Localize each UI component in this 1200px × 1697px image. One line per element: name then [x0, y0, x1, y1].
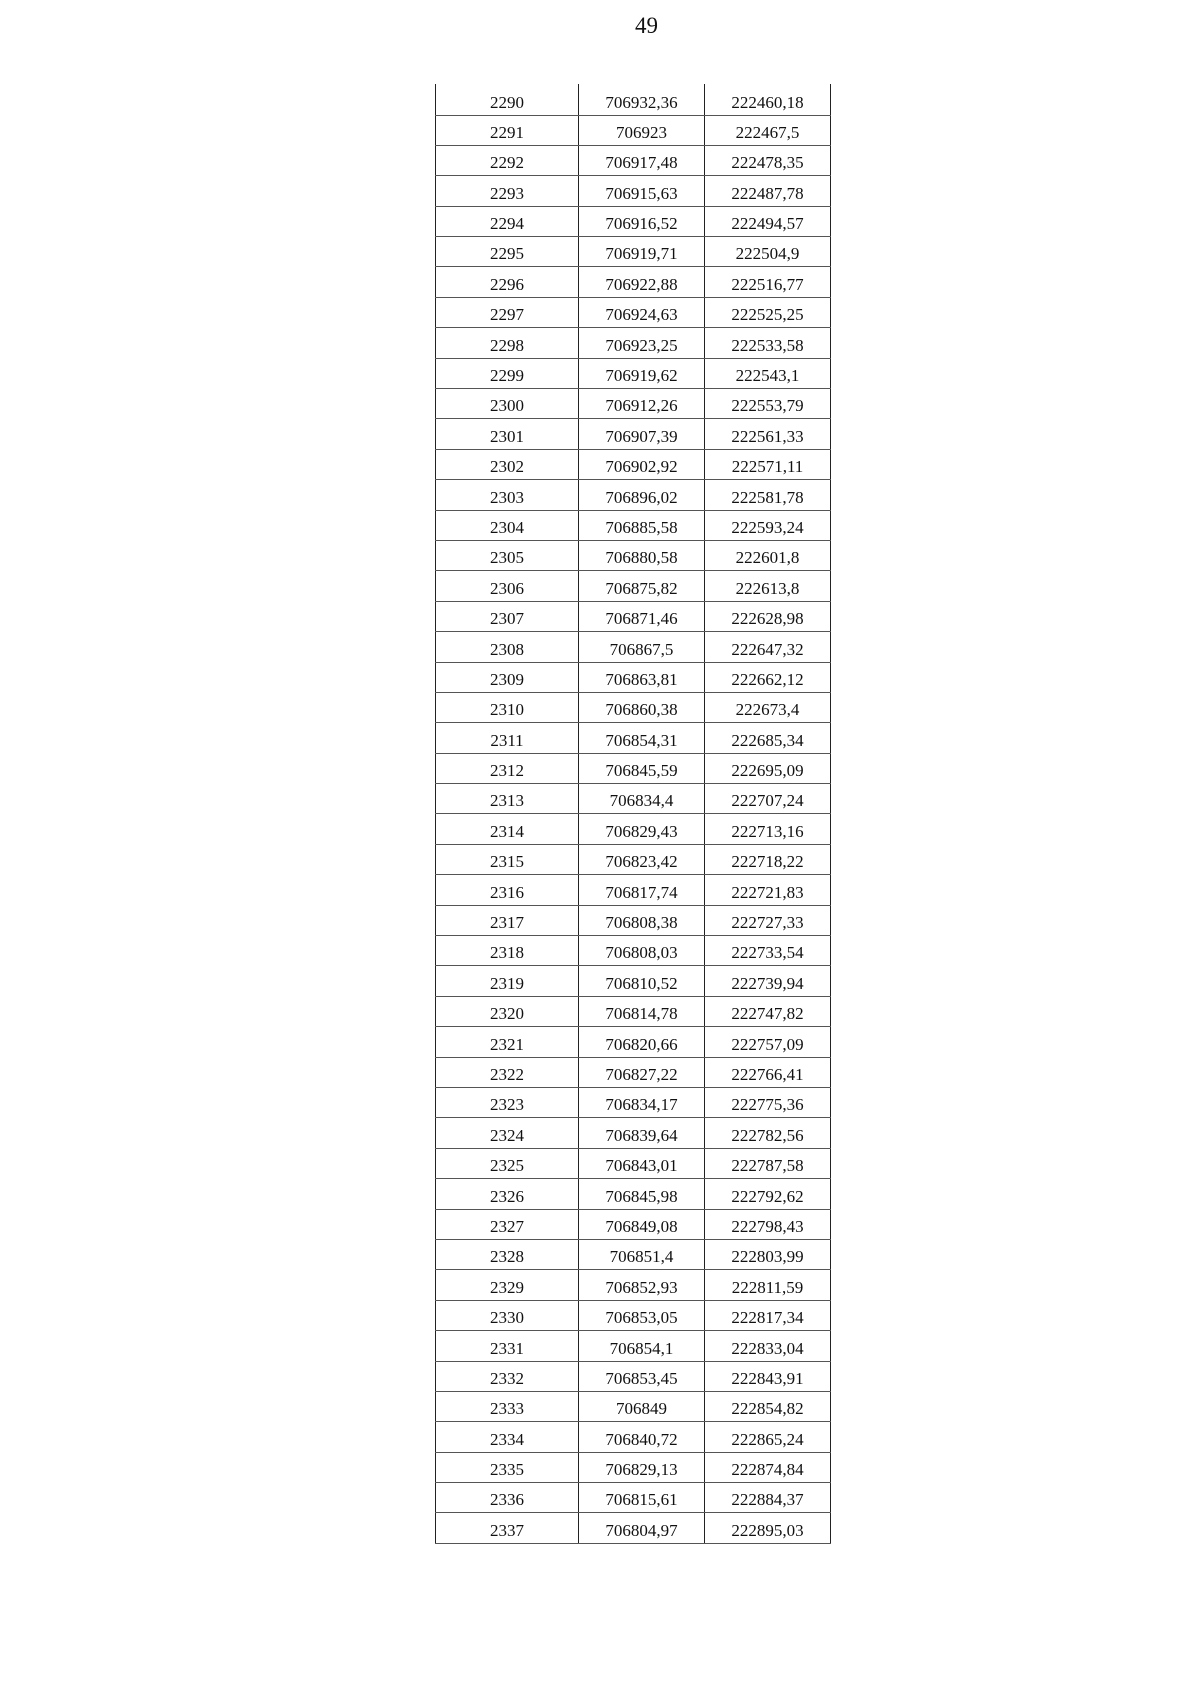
x-coordinate-cell: 706843,01 — [579, 1148, 705, 1178]
table-row — [436, 814, 831, 844]
table-row — [436, 1391, 831, 1421]
x-coordinate-cell: 706817,74 — [579, 875, 705, 905]
x-coordinate-cell: 706852,93 — [579, 1270, 705, 1300]
table-row — [436, 571, 831, 601]
y-coordinate-cell: 222895,03 — [705, 1513, 831, 1543]
y-coordinate-cell: 222707,24 — [705, 784, 831, 814]
x-coordinate-cell: 706834,17 — [579, 1088, 705, 1118]
y-coordinate-cell: 222467,5 — [705, 115, 831, 145]
point-number-cell: 2292 — [436, 145, 579, 175]
y-coordinate-cell: 222487,78 — [705, 176, 831, 206]
table-row — [436, 115, 831, 145]
y-coordinate-cell: 222843,91 — [705, 1361, 831, 1391]
table-row — [436, 1057, 831, 1087]
x-coordinate-cell: 706871,46 — [579, 601, 705, 631]
table-row — [436, 176, 831, 206]
x-coordinate-cell: 706907,39 — [579, 419, 705, 449]
point-number-cell: 2297 — [436, 297, 579, 327]
x-coordinate-cell: 706823,42 — [579, 844, 705, 874]
x-coordinate-cell: 706804,97 — [579, 1513, 705, 1543]
point-number-cell: 2294 — [436, 206, 579, 236]
x-coordinate-cell: 706820,66 — [579, 1027, 705, 1057]
point-number-cell: 2300 — [436, 389, 579, 419]
table-row — [436, 844, 831, 874]
table-row — [436, 419, 831, 449]
y-coordinate-cell: 222884,37 — [705, 1483, 831, 1513]
table-row — [436, 389, 831, 419]
point-number-cell: 2299 — [436, 358, 579, 388]
point-number-cell: 2316 — [436, 875, 579, 905]
x-coordinate-cell: 706854,1 — [579, 1331, 705, 1361]
table-row — [436, 1483, 831, 1513]
x-coordinate-cell: 706860,38 — [579, 692, 705, 722]
point-number-cell: 2319 — [436, 966, 579, 996]
x-coordinate-cell: 706915,63 — [579, 176, 705, 206]
x-coordinate-cell: 706880,58 — [579, 540, 705, 570]
y-coordinate-cell: 222581,78 — [705, 480, 831, 510]
y-coordinate-cell: 222504,9 — [705, 237, 831, 267]
table-row — [436, 1452, 831, 1482]
point-number-cell: 2326 — [436, 1179, 579, 1209]
point-number-cell: 2322 — [436, 1057, 579, 1087]
y-coordinate-cell: 222533,58 — [705, 328, 831, 358]
table-row — [436, 601, 831, 631]
point-number-cell: 2298 — [436, 328, 579, 358]
point-number-cell: 2311 — [436, 723, 579, 753]
x-coordinate-cell: 706902,92 — [579, 449, 705, 479]
point-number-cell: 2324 — [436, 1118, 579, 1148]
y-coordinate-cell: 222766,41 — [705, 1057, 831, 1087]
point-number-cell: 2306 — [436, 571, 579, 601]
point-number-cell: 2307 — [436, 601, 579, 631]
y-coordinate-cell: 222721,83 — [705, 875, 831, 905]
y-coordinate-cell: 222782,56 — [705, 1118, 831, 1148]
x-coordinate-cell: 706815,61 — [579, 1483, 705, 1513]
point-number-cell: 2320 — [436, 996, 579, 1026]
x-coordinate-cell: 706851,4 — [579, 1239, 705, 1269]
table-row — [436, 1027, 831, 1057]
x-coordinate-cell: 706839,64 — [579, 1118, 705, 1148]
x-coordinate-cell: 706810,52 — [579, 966, 705, 996]
point-number-cell: 2321 — [436, 1027, 579, 1057]
x-coordinate-cell: 706922,88 — [579, 267, 705, 297]
x-coordinate-cell: 706923,25 — [579, 328, 705, 358]
table-row — [436, 1179, 831, 1209]
table-row — [436, 632, 831, 662]
table-row — [436, 145, 831, 175]
y-coordinate-cell: 222516,77 — [705, 267, 831, 297]
y-coordinate-cell: 222747,82 — [705, 996, 831, 1026]
table-row — [436, 237, 831, 267]
table-row — [436, 936, 831, 966]
x-coordinate-cell: 706867,5 — [579, 632, 705, 662]
point-number-cell: 2333 — [436, 1391, 579, 1421]
x-coordinate-cell: 706854,31 — [579, 723, 705, 753]
point-number-cell: 2323 — [436, 1088, 579, 1118]
coordinate-table — [435, 84, 831, 1544]
x-coordinate-cell: 706829,13 — [579, 1452, 705, 1482]
table-row — [436, 267, 831, 297]
table-row — [436, 662, 831, 692]
point-number-cell: 2332 — [436, 1361, 579, 1391]
table-row — [436, 1513, 831, 1543]
point-number-cell: 2291 — [436, 115, 579, 145]
table-row — [436, 1300, 831, 1330]
x-coordinate-cell: 706932,36 — [579, 84, 705, 115]
table-row — [436, 297, 831, 327]
y-coordinate-cell: 222494,57 — [705, 206, 831, 236]
x-coordinate-cell: 706924,63 — [579, 297, 705, 327]
point-number-cell: 2327 — [436, 1209, 579, 1239]
x-coordinate-cell: 706885,58 — [579, 510, 705, 540]
y-coordinate-cell: 222733,54 — [705, 936, 831, 966]
y-coordinate-cell: 222803,99 — [705, 1239, 831, 1269]
x-coordinate-cell: 706849,08 — [579, 1209, 705, 1239]
y-coordinate-cell: 222553,79 — [705, 389, 831, 419]
y-coordinate-cell: 222792,62 — [705, 1179, 831, 1209]
table-row — [436, 1239, 831, 1269]
y-coordinate-cell: 222775,36 — [705, 1088, 831, 1118]
point-number-cell: 2325 — [436, 1148, 579, 1178]
table-row — [436, 723, 831, 753]
point-number-cell: 2295 — [436, 237, 579, 267]
table-row — [436, 1118, 831, 1148]
table-row — [436, 84, 831, 115]
table-row — [436, 905, 831, 935]
x-coordinate-cell: 706829,43 — [579, 814, 705, 844]
y-coordinate-cell: 222525,25 — [705, 297, 831, 327]
x-coordinate-cell: 706853,05 — [579, 1300, 705, 1330]
y-coordinate-cell: 222798,43 — [705, 1209, 831, 1239]
table-row — [436, 692, 831, 722]
table-row — [436, 996, 831, 1026]
y-coordinate-cell: 222571,11 — [705, 449, 831, 479]
point-number-cell: 2330 — [436, 1300, 579, 1330]
x-coordinate-cell: 706917,48 — [579, 145, 705, 175]
point-number-cell: 2331 — [436, 1331, 579, 1361]
page-number: 49 — [635, 13, 658, 38]
table-row — [436, 784, 831, 814]
y-coordinate-cell: 222695,09 — [705, 753, 831, 783]
table-row — [436, 966, 831, 996]
table-row — [436, 449, 831, 479]
y-coordinate-cell: 222713,16 — [705, 814, 831, 844]
point-number-cell: 2329 — [436, 1270, 579, 1300]
table-row — [436, 480, 831, 510]
table-row — [436, 1088, 831, 1118]
x-coordinate-cell: 706814,78 — [579, 996, 705, 1026]
table-row — [436, 1361, 831, 1391]
x-coordinate-cell: 706919,62 — [579, 358, 705, 388]
point-number-cell: 2293 — [436, 176, 579, 206]
page-number-container — [0, 12, 1200, 40]
x-coordinate-cell: 706916,52 — [579, 206, 705, 236]
y-coordinate-cell: 222601,8 — [705, 540, 831, 570]
table-row — [436, 1422, 831, 1452]
x-coordinate-cell: 706863,81 — [579, 662, 705, 692]
y-coordinate-cell: 222628,98 — [705, 601, 831, 631]
point-number-cell: 2310 — [436, 692, 579, 722]
y-coordinate-cell: 222561,33 — [705, 419, 831, 449]
y-coordinate-cell: 222874,84 — [705, 1452, 831, 1482]
y-coordinate-cell: 222662,12 — [705, 662, 831, 692]
point-number-cell: 2304 — [436, 510, 579, 540]
y-coordinate-cell: 222685,34 — [705, 723, 831, 753]
point-number-cell: 2315 — [436, 844, 579, 874]
y-coordinate-cell: 222757,09 — [705, 1027, 831, 1057]
y-coordinate-cell: 222787,58 — [705, 1148, 831, 1178]
table-row — [436, 510, 831, 540]
point-number-cell: 2308 — [436, 632, 579, 662]
point-number-cell: 2317 — [436, 905, 579, 935]
point-number-cell: 2337 — [436, 1513, 579, 1543]
y-coordinate-cell: 222613,8 — [705, 571, 831, 601]
point-number-cell: 2301 — [436, 419, 579, 449]
x-coordinate-cell: 706840,72 — [579, 1422, 705, 1452]
y-coordinate-cell: 222718,22 — [705, 844, 831, 874]
x-coordinate-cell: 706849 — [579, 1391, 705, 1421]
y-coordinate-cell: 222865,24 — [705, 1422, 831, 1452]
y-coordinate-cell: 222854,82 — [705, 1391, 831, 1421]
y-coordinate-cell: 222739,94 — [705, 966, 831, 996]
table-row — [436, 358, 831, 388]
y-coordinate-cell: 222727,33 — [705, 905, 831, 935]
x-coordinate-cell: 706827,22 — [579, 1057, 705, 1087]
x-coordinate-cell: 706845,98 — [579, 1179, 705, 1209]
y-coordinate-cell: 222673,4 — [705, 692, 831, 722]
y-coordinate-cell: 222460,18 — [705, 84, 831, 115]
x-coordinate-cell: 706896,02 — [579, 480, 705, 510]
x-coordinate-cell: 706875,82 — [579, 571, 705, 601]
x-coordinate-cell: 706912,26 — [579, 389, 705, 419]
coordinate-table-body — [436, 84, 831, 1543]
x-coordinate-cell: 706919,71 — [579, 237, 705, 267]
point-number-cell: 2335 — [436, 1452, 579, 1482]
y-coordinate-cell: 222817,34 — [705, 1300, 831, 1330]
point-number-cell: 2296 — [436, 267, 579, 297]
y-coordinate-cell: 222811,59 — [705, 1270, 831, 1300]
x-coordinate-cell: 706808,38 — [579, 905, 705, 935]
point-number-cell: 2314 — [436, 814, 579, 844]
point-number-cell: 2303 — [436, 480, 579, 510]
y-coordinate-cell: 222833,04 — [705, 1331, 831, 1361]
table-row — [436, 753, 831, 783]
x-coordinate-cell: 706923 — [579, 115, 705, 145]
table-row — [436, 206, 831, 236]
x-coordinate-cell: 706853,45 — [579, 1361, 705, 1391]
point-number-cell: 2334 — [436, 1422, 579, 1452]
point-number-cell: 2313 — [436, 784, 579, 814]
x-coordinate-cell: 706845,59 — [579, 753, 705, 783]
point-number-cell: 2328 — [436, 1239, 579, 1269]
table-row — [436, 328, 831, 358]
y-coordinate-cell: 222647,32 — [705, 632, 831, 662]
point-number-cell: 2309 — [436, 662, 579, 692]
point-number-cell: 2302 — [436, 449, 579, 479]
point-number-cell: 2318 — [436, 936, 579, 966]
y-coordinate-cell: 222478,35 — [705, 145, 831, 175]
point-number-cell: 2312 — [436, 753, 579, 783]
y-coordinate-cell: 222543,1 — [705, 358, 831, 388]
table-row — [436, 1209, 831, 1239]
point-number-cell: 2290 — [436, 84, 579, 115]
y-coordinate-cell: 222593,24 — [705, 510, 831, 540]
table-row — [436, 1148, 831, 1178]
x-coordinate-cell: 706808,03 — [579, 936, 705, 966]
table-row — [436, 1331, 831, 1361]
table-row — [436, 540, 831, 570]
table-row — [436, 1270, 831, 1300]
point-number-cell: 2336 — [436, 1483, 579, 1513]
x-coordinate-cell: 706834,4 — [579, 784, 705, 814]
point-number-cell: 2305 — [436, 540, 579, 570]
table-row — [436, 875, 831, 905]
